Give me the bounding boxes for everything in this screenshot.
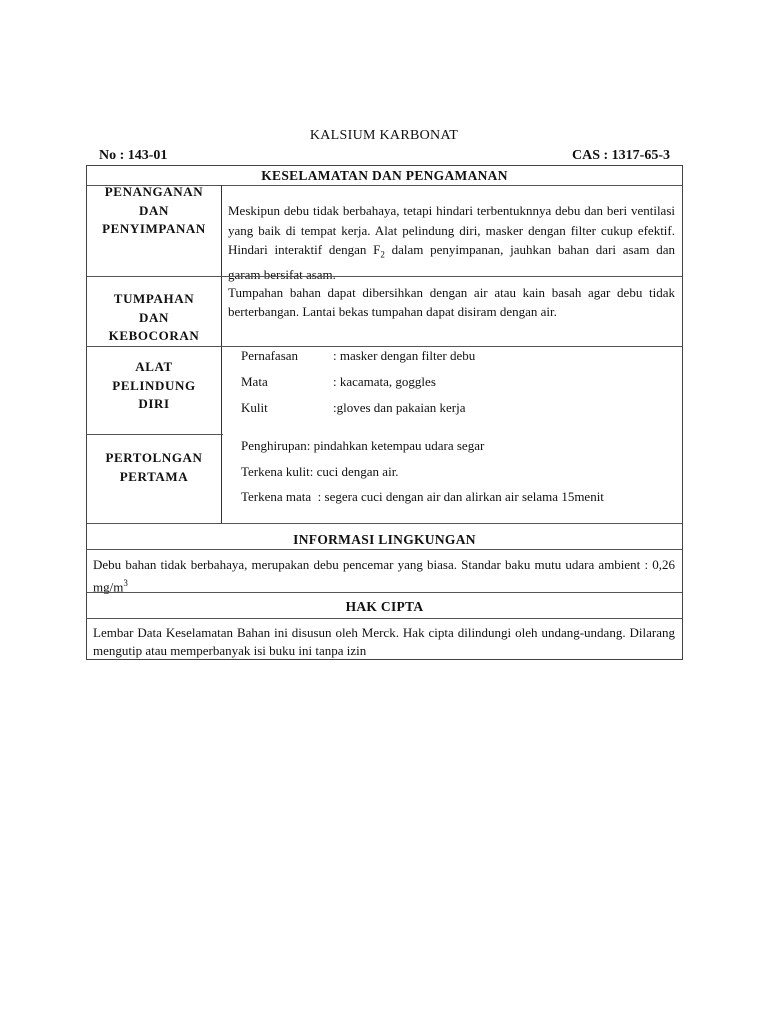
ppe-label-line: ALAT bbox=[135, 359, 173, 374]
copyright-section-heading: HAK CIPTA bbox=[345, 599, 424, 614]
divider bbox=[87, 549, 682, 550]
divider bbox=[87, 276, 682, 277]
ppe-item-value: :gloves dan pakaian kerja bbox=[333, 400, 466, 415]
ppe-item-value: : masker dengan filter debu bbox=[333, 348, 476, 363]
ppe-item-key: Mata bbox=[241, 374, 268, 389]
spill-label-line: DAN bbox=[139, 309, 169, 325]
handling-text-rest: dalam penyimpanan, jauhkan bahan dari asam dan garam bersifat asam. bbox=[228, 242, 675, 283]
ppe-item-key: Kulit bbox=[241, 400, 268, 415]
environment-section-heading: INFORMASI LINGKUNGAN bbox=[293, 532, 476, 547]
ppe-item-respiratory bbox=[241, 348, 475, 364]
handling-label-line: PENANGANAN bbox=[104, 184, 204, 199]
spill-text: Tumpahan bahan dapat dibersihkan dengan air atau kain basah agar debu tidak berterbangan. Lantai bekas tumpahan dapat disiram dengan air. bbox=[228, 285, 675, 319]
document-number: No : 143-01 bbox=[99, 148, 168, 163]
first-aid-inhalation: Penghirupan: pindahkan ketempau udara segar bbox=[241, 438, 485, 453]
first-aid-label-line: PERTAMA bbox=[119, 468, 189, 484]
divider bbox=[87, 523, 682, 524]
first-aid-label bbox=[87, 449, 221, 486]
handling-text bbox=[228, 201, 675, 285]
spill-label-line: KEBOCORAN bbox=[108, 328, 200, 343]
first-aid-skin: Terkena kulit: cuci dengan air. bbox=[241, 464, 399, 479]
ppe-item-skin bbox=[241, 400, 465, 416]
ppe-label bbox=[87, 358, 221, 414]
spill-label-line: TUMPAHAN bbox=[113, 291, 195, 306]
document-title: KALSIUM KARBONAT bbox=[309, 128, 459, 143]
first-aid-label-line: PERTOLNGAN bbox=[105, 450, 203, 465]
first-aid-eyes: Terkena mata : segera cuci dengan air dan alirkan air selama 15menit bbox=[241, 489, 604, 504]
divider bbox=[87, 618, 682, 619]
handling-label-line: DAN bbox=[139, 202, 169, 218]
divider bbox=[87, 346, 682, 347]
handling-label-line: PENYIMPANAN bbox=[102, 221, 206, 236]
ppe-label-line: DIRI bbox=[138, 396, 170, 411]
copyright-text: Lembar Data Keselamatan Bahan ini disusun oleh Merck. Hak cipta dilindungi oleh undang-undang. Dilarang mengutip atau memperbanyak isi buku ini tanpa izin bbox=[93, 625, 675, 658]
environment-text-main: Debu bahan tidak berbahaya, merupakan debu pencemar yang biasa. Standar baku mutu udara ambient : 0,26 mg/m bbox=[93, 557, 675, 595]
ppe-item-value: : kacamata, goggles bbox=[333, 374, 436, 389]
ppe-item-eyes bbox=[241, 374, 436, 390]
ppe-label-line: PELINDUNG bbox=[112, 377, 196, 393]
safety-data-sheet-table bbox=[86, 165, 683, 660]
handling-label bbox=[87, 183, 221, 239]
spill-label bbox=[87, 290, 221, 346]
column-divider bbox=[221, 185, 222, 523]
environment-text bbox=[93, 556, 675, 596]
cubic-superscript: 3 bbox=[123, 578, 128, 588]
handling-text-main: Meskipun debu tidak berbahaya, tetapi hindari terbentuknnya debu dan beri ventilasi yang baik di tempat kerja. Alat pelindung diri, masker dengan filter cukup efektif. Hindari interaktif dengan F bbox=[228, 203, 675, 257]
ppe-item-key: Pernafasan bbox=[241, 348, 299, 363]
safety-section-heading: KESELAMATAN DAN PENGAMANAN bbox=[261, 168, 508, 183]
fluorine-subscript: 2 bbox=[380, 249, 385, 260]
cas-number: CAS : 1317-65-3 bbox=[572, 148, 670, 163]
divider bbox=[87, 434, 223, 435]
divider bbox=[87, 592, 682, 593]
